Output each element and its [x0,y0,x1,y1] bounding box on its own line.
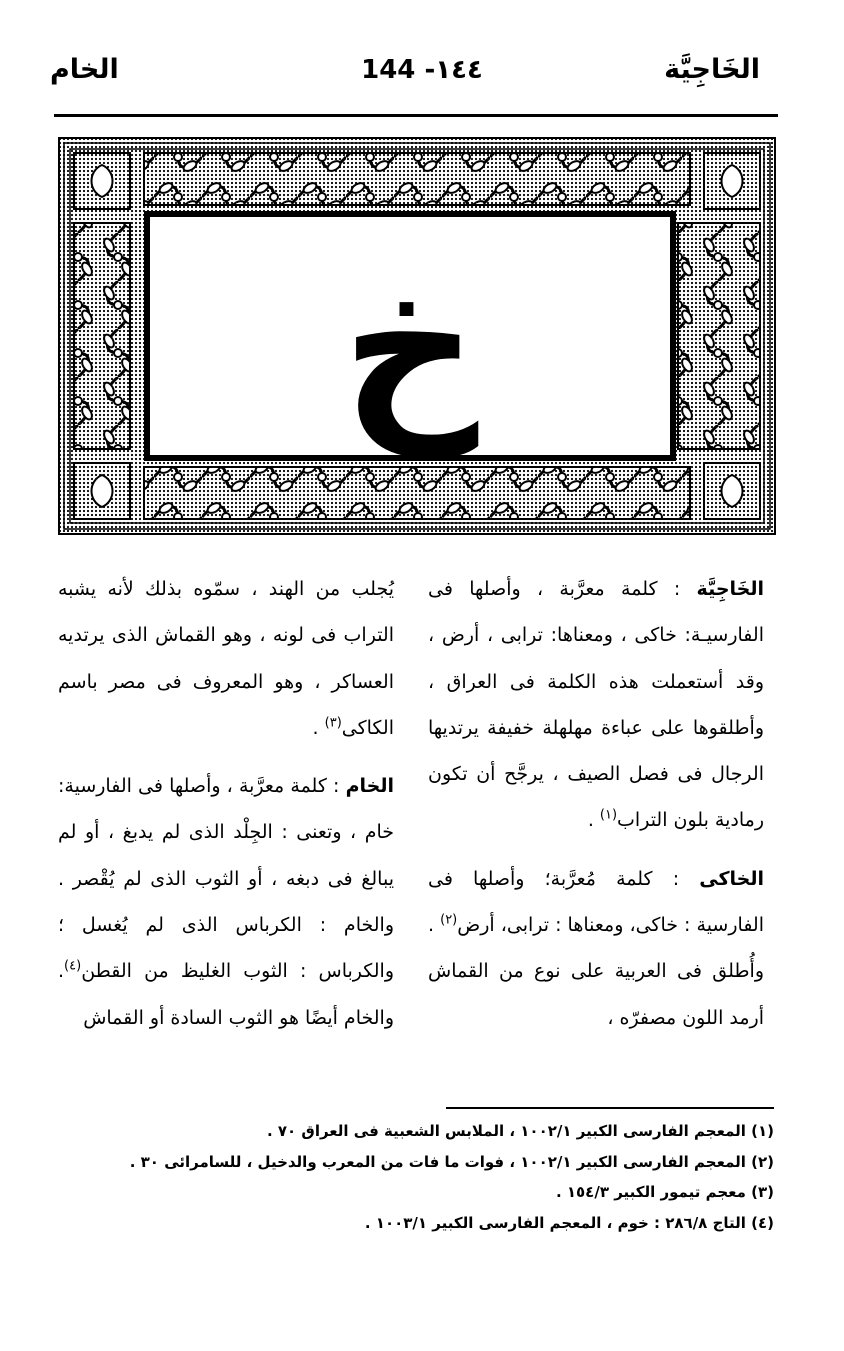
entry-term: الخَاجِيَّة [696,578,764,600]
right-column [428,566,764,1053]
running-head-left: الخام [50,54,119,85]
footnote-1: (١) المعجم الفارسى الكبير ١٠٠٢/١ ، الملابس الشعبية فى العراق ٧٠ . [266,1122,774,1140]
header-rule [54,114,778,117]
entry-text-tail: . [587,809,600,832]
entry-text: : كلمة مُعرَّبة؛ وأصلها فى الفارسية : خاكى، ومعناها : ترابى، أرض [428,867,764,937]
page-number-arabic: ١٤٤ [435,55,483,85]
footnote-rule [446,1107,774,1109]
footnote-4: (٤) التاج ٢٨٦/٨ : خوم ، المعجم الفارسى الكبير ١٠٠٣/١ . [364,1213,774,1232]
entry-text: يُجلب من الهند ، سمّوه بذلك لأنه يشبه التراب فى لونه ، وهو القماش الذى يرتديه العساكر ، وهو المعروف فى مصر باسم الكاكى [58,578,394,739]
entry-text-tail: . والخام أيضًا هو الثوب السادة أو القماش [58,960,394,1029]
entry-khajiyya [428,566,764,844]
entry-term: الخام [345,775,394,798]
entry-kham [58,763,394,1041]
footnote-2: (٢) المعجم الفارسى الكبير ١٠٠٢/١ ، فوات ما فات من المعرب والدخيل ، للسامرائى ٣٠ . [129,1152,774,1171]
entry-khaki [428,856,764,1041]
ornamental-letter-frame [58,137,776,535]
entry-text-tail: . وأُطلق فى العربية على نوع من القماش أرمد اللون مصفرّه ، [428,914,764,1029]
footnote-ref: (٤) [64,959,82,975]
left-column [58,566,394,1053]
footnotes [74,1116,774,1238]
running-head-right: الخَاجِيَّة [664,54,760,85]
entry-term: الخاكى [699,867,764,890]
entry-text: : كلمة معرَّبة ، وأصلها فى الفارسيـة: خاكى ، ومعناها: ترابى ، أرض ، وقد أستعملت هذه الكلمة فى العراق ، وأطلقوها على عباءة مهلهلة خفيفة يرتديها الرجال فى فصل الصيف ، يرجَّح أن تكون رمادية بلون التراب [428,578,764,832]
footnote-ref: (٢) [440,912,458,928]
footnote-ref: (١) [599,808,618,824]
page-number: 144 -١٤٤ [0,52,844,88]
ornament-letter: خ [341,236,479,457]
entry-khaki-continued [58,566,394,751]
entry-text-tail: . [312,716,325,739]
entry-text: : كلمة معرَّبة ، وأصلها فى الفارسية: خام ، وتعنى : الجِلْد الذى لم يدبغ ، أو لم يبالغ فى دبغه ، أو الثوب الذى لم يُقْصر . والخام : الكرباس الذى لم يُغسل ؛ والكرباس : الثوب الغليظ من القطن [58,775,394,983]
footnote-ref: (٣) [324,715,342,731]
footnote-3: (٣) معجم تيمور الكبير ١٥٤/٣ . [555,1183,774,1201]
page-number-latin: 144 [361,55,416,85]
